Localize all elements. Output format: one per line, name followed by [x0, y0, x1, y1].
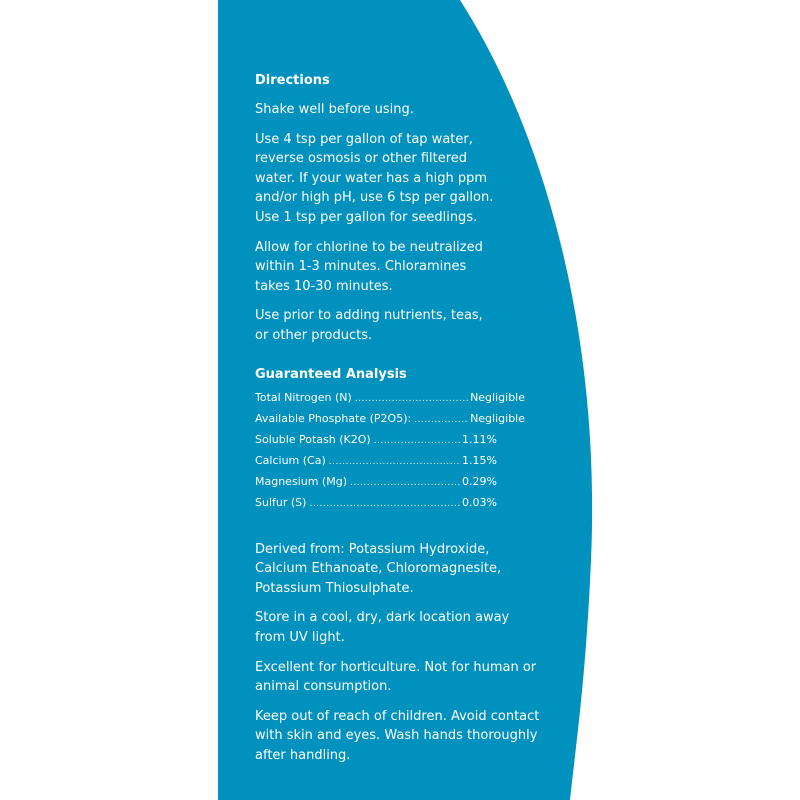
- dot-leader: [329, 452, 461, 472]
- storage-note: Store in a cool, dry, dark location away from UV light.: [255, 610, 510, 645]
- nutrient-name: Sulfur (S): [255, 495, 307, 509]
- nutrient-value: 1.15%: [462, 453, 497, 467]
- directions-paragraph: Use 4 tsp per gallon of tap water, reverse osmosis or other filtered water. If your water has a high ppm and/or high pH, use 6 tsp per gallon. Use 1 tsp per gallon for seedlings.: [255, 131, 494, 225]
- analysis-row: [255, 388, 525, 409]
- directions-paragraph: Use prior to adding nutrients, teas, or other products.: [255, 308, 483, 343]
- directions-paragraph: Shake well before using.: [255, 102, 414, 117]
- analysis-row: [255, 409, 525, 430]
- dot-leader: [414, 410, 469, 430]
- guaranteed-analysis-table: [255, 388, 525, 514]
- dot-leader: [350, 473, 461, 493]
- nutrient-value: Negligible: [470, 411, 525, 425]
- nutrient-name: Total Nitrogen (N): [255, 390, 352, 404]
- dot-leader: [355, 389, 469, 409]
- dot-leader: [374, 431, 461, 451]
- nutrient-name: Available Phosphate (P2O5):: [255, 411, 412, 425]
- label-text-block: [255, 72, 585, 775]
- analysis-row: [255, 451, 497, 472]
- usage-note: Excellent for horticulture. Not for human or animal consumption.: [255, 659, 537, 695]
- nutrient-value: 0.29%: [462, 474, 497, 488]
- directions-heading: Directions: [255, 73, 330, 88]
- guaranteed-analysis-heading: Guaranteed Analysis: [255, 366, 407, 382]
- nutrient-value: Negligible: [470, 390, 525, 404]
- analysis-row: [255, 493, 497, 514]
- nutrient-value: 0.03%: [462, 495, 497, 509]
- nutrient-name: Magnesium (Mg): [255, 474, 347, 488]
- nutrient-name: Calcium (Ca): [255, 453, 326, 467]
- directions-paragraph: Allow for chlorine to be neutralized within 1-3 minutes. Chloramines takes 10-30 minutes.: [255, 239, 483, 294]
- analysis-row: [255, 472, 497, 493]
- label-panel: [218, 0, 800, 800]
- analysis-row: [255, 430, 497, 451]
- nutrient-value: 1.11%: [462, 432, 497, 446]
- safety-note: Keep out of reach of children. Avoid contact with skin and eyes. Wash hands thoroughly after handling.: [255, 708, 540, 763]
- derived-from-note: Derived from: Potassium Hydroxide, Calcium Ethanoate, Chloromagnesite, Potassium Thiosulphate.: [255, 541, 502, 596]
- dot-leader: [309, 494, 461, 514]
- nutrient-name: Soluble Potash (K2O): [255, 432, 371, 446]
